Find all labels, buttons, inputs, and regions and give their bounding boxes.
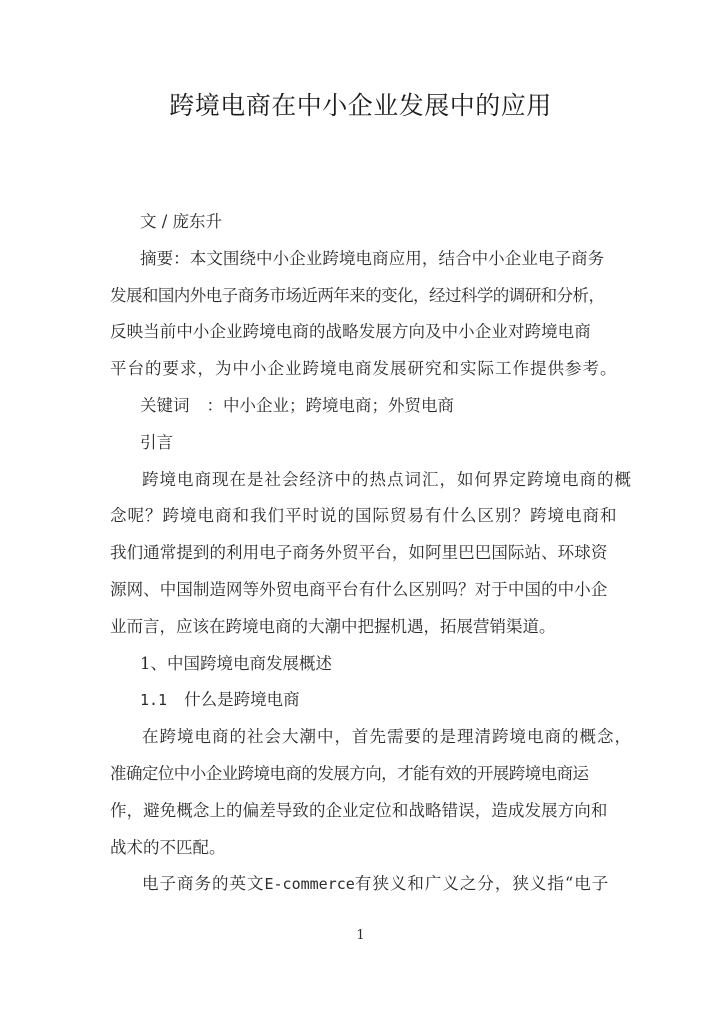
page-number: 1 (356, 928, 365, 943)
section-1-heading: 1、中国跨境电商发展概述 (140, 653, 332, 673)
intro-line-2: 念呢？跨境电商和我们平时说的国际贸易有什么区别？跨境电商和 (110, 506, 618, 526)
abstract-line-3: 反映当前中小企业跨境电商的战略发展方向及中小企业对跨境电商 (110, 322, 591, 342)
ecommerce-paragraph-line-1 (110, 866, 618, 903)
section-1-1-line-4: 战术的不匹配。 (110, 837, 226, 857)
section-1-1-text: 什么是跨境电商 (184, 690, 300, 710)
keywords-value: ：中小企业；跨境电商；外贸电商 (206, 395, 454, 415)
abstract-line-2: 发展和国内外电子商务市场近两年来的变化，经过科学的调研和分析， (110, 285, 605, 305)
intro-line-5: 业而言，应该在跨境电商的大潮中把握机遇，拓展营销渠道。 (110, 616, 556, 636)
ecommerce-term: E-commerce (264, 875, 355, 894)
keywords-line (110, 388, 618, 425)
intro-line-4: 源网、中国制造网等外贸电商平台有什么区别吗？对于中国的中小企 (110, 579, 608, 599)
abstract-line-4: 平台的要求，为中小企业跨境电商发展研究和实际工作提供参考。 (110, 359, 618, 379)
byline: 文 / 庞东升 (140, 212, 223, 231)
section-1-1-line-1: 在跨境电商的社会大潮中，首先需要的是理清跨境电商的概念， (142, 727, 632, 747)
section-1-1-number: 1.1 (140, 691, 168, 710)
page-title: 跨境电商在中小企业发展中的应用 (169, 91, 552, 120)
section-1-1-heading (110, 682, 618, 719)
section-1-1-line-2: 准确定位中小企业跨境电商的发展方向，才能有效的开展跨境电商运 (110, 763, 589, 783)
keywords-label: 关键词 (140, 395, 190, 415)
document-body (110, 204, 632, 903)
ecommerce-text-part-2: 有狭义和广义之分，狭义指“电子 (354, 874, 610, 894)
abstract-line-1: 摘要：本文围绕中小企业跨境电商应用，结合中小企业电子商务 (140, 248, 605, 268)
ecommerce-text-part-1: 电子商务的英文 (142, 874, 265, 894)
intro-line-1: 跨境电商现在是社会经济中的热点词汇，如何界定跨境电商的概 (142, 469, 632, 489)
intro-heading: 引言 (140, 432, 173, 452)
intro-line-3: 我们通常提到的利用电子商务外贸平台，如阿里巴巴国际站、环球资 (110, 543, 608, 563)
section-1-1-line-3: 作，避免概念上的偏差导致的企业定位和战略错误，造成发展方向和 (110, 800, 608, 820)
